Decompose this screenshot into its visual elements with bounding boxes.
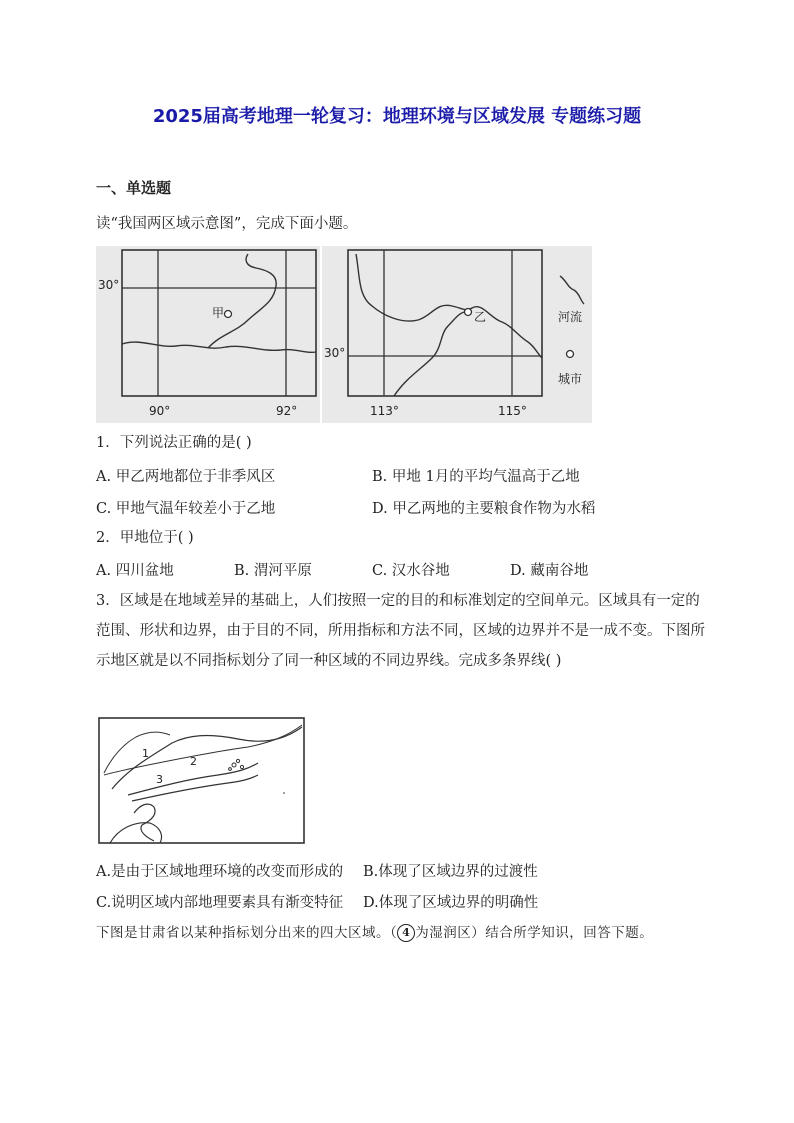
longitude-label-1: 90° — [149, 404, 171, 418]
legend-river-label: 河流 — [558, 310, 583, 324]
question-3-option-a: A.是由于区域地理环境的改变而形成的 — [96, 864, 344, 880]
question-2-option-a: A. 四川盆地 — [96, 563, 174, 579]
question-2-option-b: B. 渭河平原 — [234, 563, 312, 579]
question-3-option-d: D.体现了区域边界的明确性 — [363, 895, 539, 911]
map-region-yi — [322, 246, 592, 423]
latitude-label: 30° — [98, 278, 120, 292]
note-text-pre: 下图是甘肃省以某种指标划分出来的四大区域。（ — [96, 925, 398, 941]
question-1-stem: 1．下列说法正确的是( ) — [96, 435, 252, 451]
note-text-post: 为湿润区）结合所学知识，回答下题。 — [415, 925, 654, 941]
question-1-option-d: D. 甲乙两地的主要粮食作物为水稻 — [372, 501, 596, 517]
legend-city-label: 城市 — [558, 372, 583, 386]
boundary-label-2: 2 — [190, 755, 197, 768]
circled-number-4: 4 — [397, 924, 415, 942]
question-3-stem: 3．区域是在地域差异的基础上，人们按照一定的目的和标准划定的空间单元。区域具有一定的范围、形状和边界，由于目的不同，所用指标和方法不同，区域的边界并不是一成不变。下图所示地区就是以不同指标划分了同一种区域的不同边界线。完成多条界线( ) — [96, 593, 705, 669]
city-label-yi: 乙 — [474, 310, 487, 324]
section-heading: 一、单选题 — [96, 179, 172, 197]
question-2-stem: 2．甲地位于( ) — [96, 530, 194, 546]
boundary-label-1: 1 — [142, 747, 149, 760]
latitude-label: 30° — [324, 346, 346, 360]
city-label-jia: 甲 — [212, 306, 225, 320]
question-2-option-c: C. 汉水谷地 — [372, 563, 450, 579]
document-title: 2025届高考地理一轮复习：地理环境与区域发展 专题练习题 — [152, 106, 642, 127]
question-1-option-c: C. 甲地气温年较差小于乙地 — [96, 501, 276, 517]
longitude-label-1: 113° — [370, 404, 399, 418]
question-2-option-d: D. 藏南谷地 — [510, 563, 589, 579]
map-region-jia — [96, 246, 320, 423]
question-1-option-b: B. 甲地 1月的平均气温高于乙地 — [372, 469, 580, 485]
intro-text: 读“我国两区域示意图”，完成下面小题。 — [96, 216, 358, 232]
question-3-option-c: C.说明区域内部地理要素具有渐变特征 — [96, 895, 344, 911]
question-1-option-a: A. 甲乙两地都位于非季风区 — [96, 469, 276, 485]
next-question-intro — [96, 918, 706, 948]
boundary-label-3: 3 — [156, 773, 163, 786]
question-3-option-b: B.体现了区域边界的过渡性 — [363, 864, 538, 880]
longitude-label-2: 115° — [498, 404, 527, 418]
map-boundary-lines — [98, 717, 305, 844]
longitude-label-2: 92° — [276, 404, 298, 418]
